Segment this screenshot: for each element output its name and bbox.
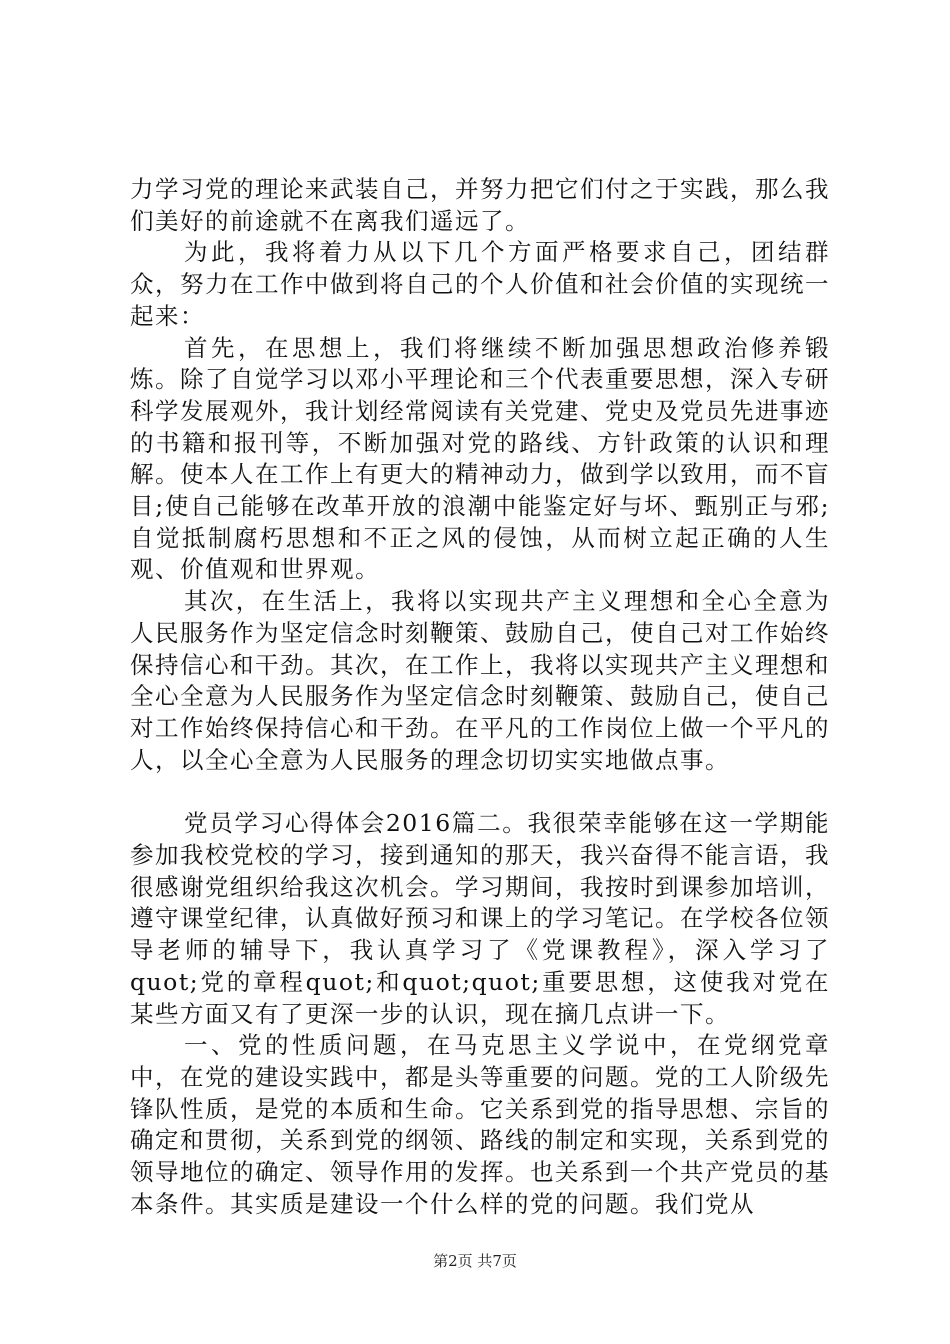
paragraph-continuation: 力学习党的理论来武装自己，并努力把它们付之于实践，那么我们美好的前途就不在离我们遥远了。: [130, 175, 830, 235]
paragraph-party-nature: 一、党的性质问题，在马克思主义学说中，在党纲党章中，在党的建设实践中，都是头等重要的问题。党的工人阶级先锋队性质，是党的本质和生命。它关系到党的指导思想、宗旨的确定和贯彻，关系到党的纲领、路线的制定和实现，关系到党的领导地位的确定、领导作用的发挥。也关系到一个共产党员的基本条件。其实质是建设一个什么样的党的问题。我们党从: [130, 1031, 830, 1218]
page-footer: 第2页 共7页: [433, 1252, 517, 1270]
paragraph-life-work: 其次，在生活上，我将以实现共产主义理想和全心全意为人民服务作为坚定信念时刻鞭策、鼓励自己，使自己对工作始终保持信心和干劲。其次，在工作上，我将以实现共产主义理想和全心全意为人民服务作为坚定信念时刻鞭策、鼓励自己，使自己对工作始终保持信心和干劲。在平凡的工作岗位上做一个平凡的人，以全心全意为人民服务的理念切切实实地做点事。: [130, 587, 830, 774]
section-gap: [130, 776, 830, 808]
paragraph-part-two-intro: 党员学习心得体会2016篇二。我很荣幸能够在这一学期能参加我校党校的学习，接到通知的那天，我兴奋得不能言语，我很感谢党组织给我这次机会。学习期间，我按时到课参加培训，遵守课堂纪律，认真做好预习和课上的学习笔记。在学校各位领导老师的辅导下，我认真学习了《党课教程》，深入学习了quot;党的章程quot;和quot;quot;重要思想，这使我对党在某些方面又有了更深一步的认识，现在摘几点讲一下。: [130, 809, 830, 1028]
paragraph-ideology: 首先，在思想上，我们将继续不断加强思想政治修养锻炼。除了自觉学习以邓小平理论和三个代表重要思想，深入专研科学发展观外，我计划经常阅读有关党建、党史及党员先进事迹的书籍和报刊等，不断加强对党的路线、方针政策的认识和理解。使本人在工作上有更大的精神动力，做到学以致用，而不盲目;使自己能够在改革开放的浪潮中能鉴定好与坏、甄别正与邪;自觉抵制腐朽思想和不正之风的侵蚀，从而树立起正确的人生观、价值观和世界观。: [130, 333, 830, 584]
document-body: [130, 174, 830, 1221]
paragraph-resolution: 为此，我将着力从以下几个方面严格要求自己，团结群众，努力在工作中做到将自己的个人价值和社会价值的实现统一起来：: [130, 238, 830, 330]
